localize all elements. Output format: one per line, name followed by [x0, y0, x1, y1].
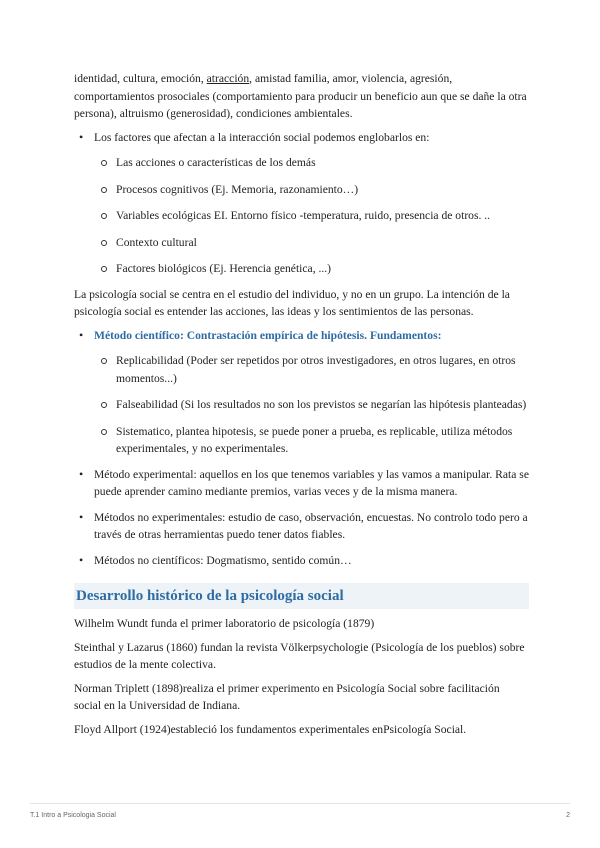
- factors-list: [74, 129, 529, 278]
- methods-list: [74, 327, 529, 570]
- history-section-heading: Desarrollo histórico de la psicología social: [74, 583, 529, 609]
- history-paragraph: Wilhelm Wundt funda el primer laboratorio de psicología (1879): [74, 617, 375, 630]
- scientific-method-heading: Método científico: Contrastación empírica de hipótesis. Fundamentos:: [94, 328, 442, 342]
- intro-paragraph: [74, 70, 529, 123]
- non-scientific-method-item: • Métodos no científicos: Dogmatismo, sentido común…: [74, 552, 529, 570]
- list-item: Replicabilidad (Poder ser repetidos por otros investigadores, en otros lugares, en otros momentos...): [94, 352, 529, 387]
- list-item: Las acciones o características de los demás: [94, 154, 529, 172]
- atraccion-link[interactable]: atracción: [206, 72, 250, 85]
- list-item: Contexto cultural: [94, 234, 529, 252]
- footer-title: T.1 Intro a Psicologia Social: [30, 812, 116, 819]
- focus-paragraph: La psicología social se centra en el estudio del individuo, y no en un grupo. La intención de la psicología social es entender las acciones, las ideas y los sentimientos de las personas.: [74, 287, 510, 318]
- footer-divider: [30, 803, 570, 804]
- list-item: Factores biológicos (Ej. Herencia genética, ...): [94, 260, 529, 278]
- non-experimental-method-item: • Métodos no experimentales: estudio de caso, observación, encuestas. No controlo todo pero a través de otras herramientas puedo tener datos fiables.: [74, 509, 529, 544]
- list-item: Falseabilidad (Si los resultados no son los previstos se negarían las hipótesis planteadas): [94, 396, 529, 414]
- scientific-sublist: [94, 352, 529, 458]
- page-number: 2: [566, 812, 570, 819]
- intro-text-after: , amistad familia, amor, violencia, agresión, comportamientos prosociales (comportamiento para producir un beneficio aun que se dañe la otra persona), altruismo (generosidad), condiciones ambientales.: [74, 72, 527, 120]
- intro-text-before: identidad, cultura, emoción,: [74, 72, 207, 85]
- experimental-method-item: • Método experimental: aquellos en los que tenemos variables y las vamos a manipular. Rata se puede aprender camino mediante premios, varias veces y de la misma manera.: [74, 466, 529, 501]
- factors-lead: • Los factores que afectan a la interacción social podemos englobarlos en: Las acciones o características de los demás Procesos cognitivos (Ej. Memoria, razonamiento…) Variables ecológicas EI. Entorno físico -temperatura, ruido, presencia de otros. .. Contexto cultural Factores biológicos (Ej. Herencia genética, ...): [74, 129, 529, 278]
- list-item: Sistematico, plantea hipotesis, se puede poner a prueba, es replicable, utiliza métodos experimentales, y no experimentales.: [94, 423, 529, 458]
- list-item: Variables ecológicas EI. Entorno físico -temperatura, ruido, presencia de otros. ..: [94, 207, 529, 225]
- scientific-method-item: [74, 327, 529, 458]
- list-item: Procesos cognitivos (Ej. Memoria, razonamiento…): [94, 181, 529, 199]
- history-paragraph: Steinthal y Lazarus (1860) fundan la revista Völkerpsychologie (Psicología de los pueblos) sobre estudios de la mente colectiva.: [74, 640, 525, 671]
- document-body: [74, 70, 529, 744]
- history-paragraph: Norman Triplett (1898)realiza el primer experimento en Psicología Social sobre facilitación social en la Universidad de Indiana.: [74, 681, 500, 712]
- factors-sublist: [94, 154, 529, 278]
- history-paragraph: Floyd Allport (1924)estableció los fundamentos experimentales enPsicología Social.: [74, 722, 467, 736]
